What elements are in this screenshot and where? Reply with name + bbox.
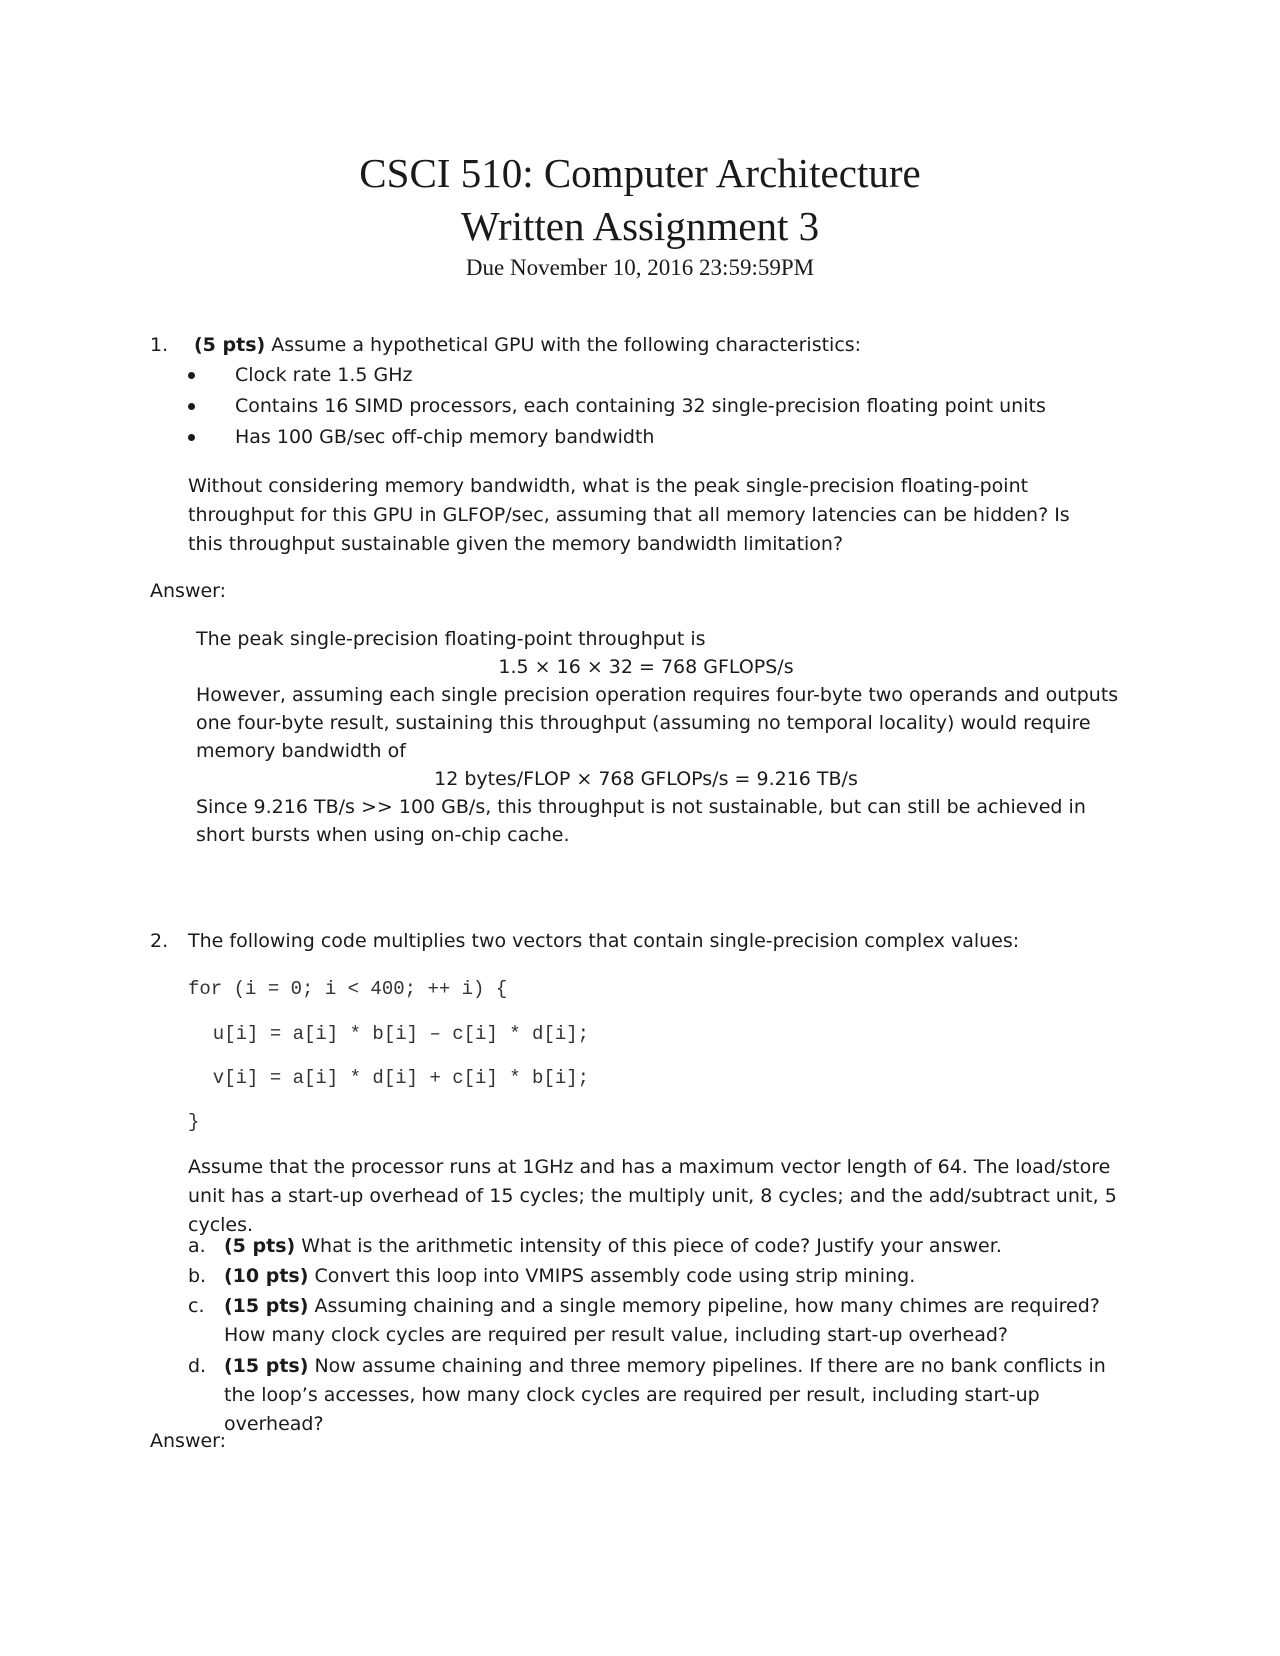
q2-part	[188, 1262, 1138, 1291]
q2-part-body	[224, 1232, 1124, 1261]
q2-part-text: Now assume chaining and three memory pipelines. If there are no bank conflicts in the loop’s accesses, how many clock cycles are required per result, including start-up overhead?	[224, 1355, 1106, 1435]
q2-part-points: (10 pts)	[224, 1265, 309, 1287]
q1-equation-bandwidth: 12 bytes/FLOP × 768 GFLOPs/s = 9.216 TB/s	[434, 768, 858, 790]
q2-number: 2.	[150, 930, 169, 952]
q1-points: (5 pts)	[194, 334, 266, 356]
q2-part-label: d.	[188, 1355, 207, 1377]
q2-assumption: Assume that the processor runs at 1GHz and has a maximum vector length of 64. The load/store unit has a start-up overhead of 15 cycles; the multiply unit, 8 cycles; and the add/subtract unit, 5 cycles.	[188, 1156, 1117, 1236]
q2-part-label: a.	[188, 1235, 206, 1257]
q2-part-body	[224, 1352, 1124, 1439]
q1-answer-label: Answer:	[150, 580, 227, 602]
document-title: CSCI 510: Computer Architecture	[359, 150, 921, 196]
due-date: Due November 10, 2016 23:59:59PM	[465, 255, 815, 280]
bullet-dot-icon	[188, 372, 195, 379]
q1-equation-throughput: 1.5 × 16 × 32 = 768 GFLOPS/s	[498, 656, 794, 678]
q2-answer-label: Answer:	[150, 1430, 227, 1452]
q1-bullet-text: Clock rate 1.5 GHz	[235, 364, 413, 386]
q2-part-label: c.	[188, 1295, 205, 1317]
q1-bullet	[188, 392, 1088, 420]
q1-number: 1.	[150, 334, 169, 356]
q2-part-text: Convert this loop into VMIPS assembly code using strip mining.	[314, 1265, 916, 1287]
bullet-dot-icon	[188, 403, 195, 410]
code-line: for (i = 0; i < 400; ++ i) {	[188, 978, 508, 1000]
q2-part	[188, 1292, 1138, 1350]
q1-question: Without considering memory bandwidth, what is the peak single-precision floating-point throughput for this GPU in GLFOP/sec, assuming that all memory latencies can be hidden? Is this throughput sustainable given the memory bandwidth limitation?	[188, 475, 1070, 555]
q1-bullet	[188, 361, 1088, 389]
q1-intro: Assume a hypothetical GPU with the following characteristics:	[271, 334, 862, 356]
q2-part-points: (5 pts)	[224, 1235, 296, 1257]
q1-bullet-text: Contains 16 SIMD processors, each containing 32 single-precision floating point units	[235, 395, 1046, 417]
document-subtitle: Written Assignment 3	[460, 203, 820, 249]
q2-part	[188, 1232, 1138, 1261]
q2-part-label: b.	[188, 1265, 207, 1287]
q2-part	[188, 1352, 1138, 1435]
bullet-dot-icon	[188, 434, 195, 441]
code-line: u[i] = a[i] * b[i] – c[i] * d[i];	[190, 1023, 590, 1045]
q2-intro: The following code multiplies two vectors that contain single-precision complex values:	[188, 930, 1020, 952]
q1-bullet	[188, 423, 1088, 451]
q2-part-body	[224, 1292, 1124, 1350]
q2-part-text: What is the arithmetic intensity of this piece of code? Justify your answer.	[301, 1235, 1002, 1257]
q1-answer-intro: The peak single-precision floating-point throughput is	[196, 628, 706, 650]
q2-part-text: Assuming chaining and a single memory pipeline, how many chimes are required? How many clock cycles are required per result value, including start-up overhead?	[224, 1295, 1100, 1346]
q1-answer-bandwidth: However, assuming each single precision operation requires four-byte two operands and outputs one four-byte result, sustaining this throughput (assuming no temporal locality) would require memory bandwidth of	[196, 684, 1119, 762]
q2-part-points: (15 pts)	[224, 1295, 309, 1317]
q1-answer-conclusion: Since 9.216 TB/s >> 100 GB/s, this throughput is not sustainable, but can still be achieved in short bursts when using on-chip cache.	[196, 796, 1086, 846]
code-line: v[i] = a[i] * d[i] + c[i] * b[i];	[190, 1067, 590, 1089]
q1-intro-line	[194, 331, 861, 359]
q2-part-points: (15 pts)	[224, 1355, 309, 1377]
code-line: }	[188, 1111, 200, 1133]
q2-part-body	[224, 1262, 1124, 1291]
q1-bullet-text: Has 100 GB/sec off-chip memory bandwidth	[235, 426, 655, 448]
